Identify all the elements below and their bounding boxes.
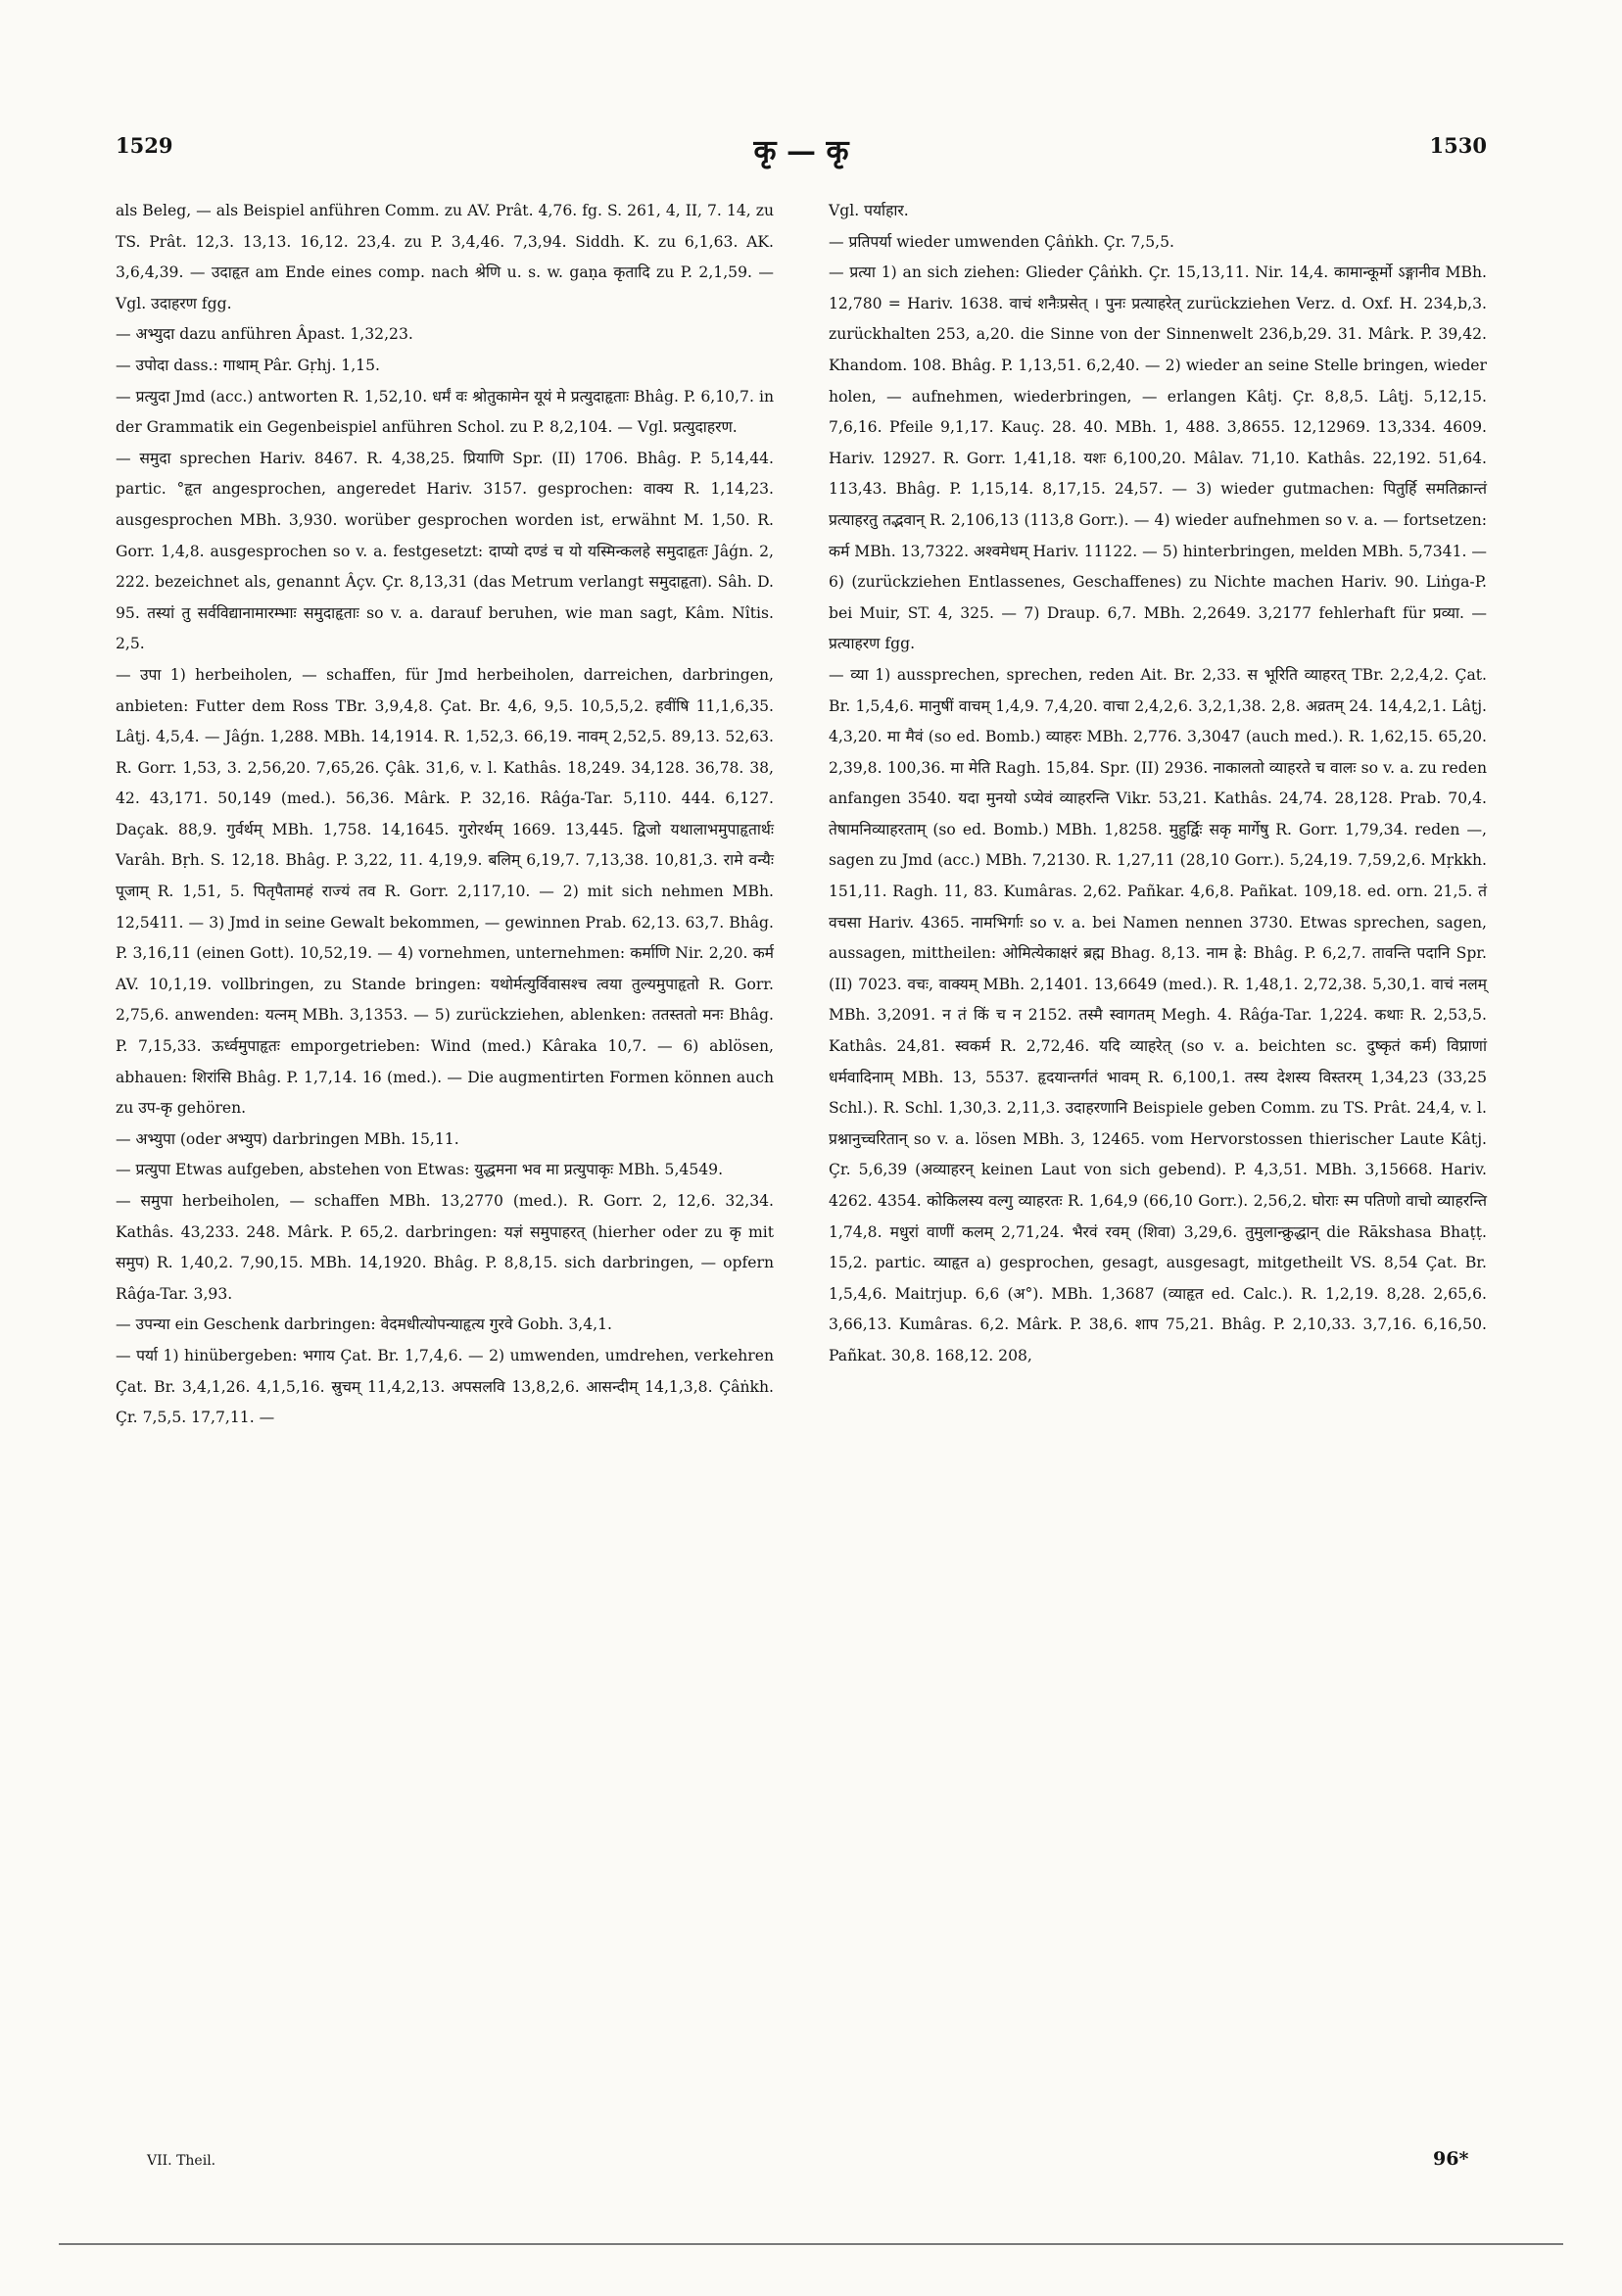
entry-paragraph: — प्रत्या 1) an sich ziehen: Glieder Çâṅkh. Çr. 15,13,11. Nir. 14,4. कामान्कूर्मो ऽङ्गानीव MBh. 12,780 = Hariv. 1638. वाचं शनैःप्रसेत् । पुनः प्रत्याहरेत् zurückziehen Verz. d. Oxf. H. 234,b,3. zurückhalten 253, a,20. die Sinne von der Sinnenwelt 236,b,29. 31. Mârk. P. 39,42. Khandom. 108. Bhâg. P. 1,13,51. 6,2,40. — 2) wieder an seine Stelle bringen, wieder holen, — aufnehmen, wiederbringen, — erlangen Kâtj. Çr. 8,8,5. Lâṭj. 5,12,15. 7,6,16. Pfeile 9,1,17. Kauç. 28. 40. MBh. 1, 488. 3,8655. 12,12969. 13,334. 4609. Hariv. 12927. R. Gorr. 1,41,18. यशः 6,100,20. Mâlav. 71,10. Kathâs. 22,192. 51,64. 113,43. Bhâg. P. 1,15,14. 8,17,15. 24,57. — 3) wieder gutmachen: पितुर्हि समतिक्रान्तं प्रत्याहरतु तद्भवान् R. 2,106,13 (113,8 Gorr.). — 4) wieder aufnehmen so v. a. — fortsetzen: कर्म MBh. 13,7322. अश्वमेधम् Hariv. 11122. — 5) hinterbringen, melden MBh. 5,7341. — 6) (zurückziehen Entlassenes, Geschaffenes) zu Nichte machen Hariv. 90. Liṅga-P. bei Muir, ST. 4, 325. — 7) Draup. 6,7. MBh. 2,2649. 3,2177 fehlerhaft für प्रव्या. — प्रत्याहरण fgg. (829, 263, 1488, 653)
entry-paragraph: Vgl. पर्याहार. (829, 202, 909, 219)
head-word: कृ — कृ (753, 134, 849, 168)
left-column (116, 196, 774, 1434)
page-header (116, 129, 1487, 168)
page-number-left: 1529 (116, 133, 173, 158)
entry-paragraph: — उपा 1) herbeiholen, — schaffen, für Jmd herbeiholen, darreichen, darbringen, anbieten: Futter dem Ross TBr. 3,9,4,8. Çat. Br. 4,6, 9,5. 10,5,5,2. हवींषि 11,1,6,35. Lâṭj. 4,5,4. — Jâǵn. 1,288. MBh. 14,1914. R. 1,52,3. 66,19. नावम् 2,52,5. 89,13. 52,63. R. Gorr. 1,53, 3. 2,56,20. 7,65,26. Çâk. 31,6, v. l. Kathâs. 18,249. 34,128. 36,78. 38, 42. 43,171. 50,149 (med.). 56,36. Mârk. P. 32,16. Râǵa-Tar. 5,110. 444. 6,127. Daçak. 88,9. गुर्वर्थम् MBh. 1,758. 14,1645. गुरोरर्थम् 1669. 13,445. द्विजो यथालाभमुपाहृतार्थः Varâh. Bṛh. S. 12,18. Bhâg. P. 3,22, 11. 4,19,9. बलिम् 6,19,7. 7,13,38. 10,81,3. रामे वन्यैः पूजाम् R. 1,51, 5. पितृपैतामहं राज्यं तव R. Gorr. 2,117,10. — 2) mit sich nehmen MBh. 12,5411. — 3) Jmd in seine Gewalt bekommen, — gewinnen Prab. 62,13. 63,7. Bhâg. P. 3,16,11 (einen Gott). 10,52,19. — 4) vornehmen, unternehmen: कर्माणि Nir. 2,20. कर्म AV. 10,1,19. vollbringen, zu Stande bringen: यथोर्मत्युर्विवासश्च त्वया तुल्यमुपाहृतो R. Gorr. 2,75,6. anwenden: यत्नम् MBh. 3,1353. — 5) zurückziehen, ablenken: ततस्ततो मनः Bhâg. P. 7,15,33. ऊर्ध्वमुपाहृतः emporgetrieben: Wind (med.) Kâraka 10,7. — 6) ablösen, abhauen: शिरांसि Bhâg. P. 1,7,14. 16 (med.). — Die augmentirten Formen können auch zu उप-कृ gehören. (116, 665, 774, 1118)
entry-paragraph: — प्रत्युपा Etwas aufgeben, abstehen von Etwas: युद्धमना भव मा प्रत्युपाकृः MBh. 5,4549. (116, 1161, 724, 1179)
volume-label: VII. Theil. (147, 2153, 216, 2169)
page-number-right: 1530 (1429, 133, 1487, 158)
entry-paragraph: — अभ्युदा dazu anführen Âpast. 1,32,23. (116, 325, 413, 344)
entry-paragraph: — प्रतिपर्या wieder umwenden Çâṅkh. Çr. 7,5,5. (829, 232, 1174, 251)
entry-paragraph: — व्या 1) aussprechen, sprechen, reden Ait. Br. 2,33. स भूरिति व्याहरत् TBr. 2,2,4,2. Çat. Br. 1,5,4,6. मानुषीं वाचम् 1,4,9. 7,4,20. वाचा 2,4,2,6. 3,2,1,38. 2,8. अव्रतम् 24. 14,4,2,1. Lâṭj. 4,3,20. मा मैवं (so ed. Bomb.) व्याहरः MBh. 2,776. 3,3047 (auch med.). R. 1,62,15. 65,20. 2,39,8. 100,36. मा मेति Ragh. 15,84. Spr. (II) 2936. नाकालतो व्याहरते च वालः so v. a. zu reden anfangen 3540. यदा मुनयो ऽप्येवं व्याहरन्ति Vikr. 53,21. Kathâs. 24,74. 28,128. Prab. 70,4. तेषामनिव्याहरताम् (so ed. Bomb.) MBh. 1,8258. मुहुर्द्विः सकृ मार्गेषु R. Gorr. 1,79,34. reden —, sagen zu Jmd (acc.) MBh. 7,2130. R. 1,27,11 (28,10 Gorr.). 5,24,19. 7,59,2,6. Mṛkkh. 151,11. Ragh. 11, 83. Kumâras. 2,62. Pañkar. 4,6,8. Pañkat. 109,18. ed. orn. 21,5. तं वचसा Hariv. 4365. नामभिर्गाः so v. a. bei Namen nennen 3730. Etwas sprechen, sagen, aussagen, mittheilen: ओमित्येकाक्षरं ब्रह्म Bhag. 8,13. नाम ह्रे: Bhâg. P. 6,2,7. तावन्ति पदानि Spr. (II) 7023. वचः, वाक्यम् MBh. 2,1401. 13,6649 (med.). R. 1,48,1. 2,72,38. 5,30,1. वाचं नलम् MBh. 3,2091. न तं किं च न 2152. तस्मै स्वागतम् Megh. 4. Râǵa-Tar. 1,224. कथाः R. 2,53,5. Kathâs. 24,81. स्वकर्म R. 2,72,46. यदि व्याहरेत् (so v. a. beichten sc. दुष्कृतं कर्म) विप्राणां धर्मवादिनाम् MBh. 13, 5537. हृदयान्तर्गतं भावम् R. 6,100,1. तस्य देशस्य विस्तरम् 1,34,23 (33,25 Schl.). R. Schl. 1,30,3. 2,11,3. उदाहरणानि Beispiele geben Comm. zu TS. Prât. 24,4, v. l. प्रश्नानुच्चरितान् so v. a. lösen MBh. 3, 12465. vom Hervorstossen thierischer Laute Kâtj. Çr. 5,6,39 (अव्याहरन् keinen Laut von sich gebend). P. 4,3,51. MBh. 3,15668. Hariv. 4262. 4354. कोकिलस्य वल्गु व्याहरतः R. 1,64,9 (66,10 Gorr.). 2,56,2. घोराः स्म पतिणो वाचो व्याहरन्ति 1,74,8. मधुरां वाणीं कलम् 2,71,24. भैरवं रवम् (शिवा) 3,29,6. तुमुलान्क्रुद्धान् die Rākshasa Bhaṭṭ. 15,2. partic. व्याहृत a) gesprochen, gesagt, ausgesagt, mitgetheilt VS. 8,54 Çat. Br. 1,5,4,6. Maitrjup. 6,6 (अ°). MBh. 1,3687 (व्याहृत ed. Calc.). R. 1,2,19. 8,28. 2,65,6. 3,66,13. Kumâras. 6,2. Mârk. P. 38,6. शाप 75,21. Bhâg. P. 2,10,33. 3,7,16. 6,16,50. Pañkat. 30,8. 168,12. 208, (829, 665, 1487, 1364)
entry-paragraph: — अभ्युपा (oder अभ्युप) darbringen MBh. 15,11. (116, 1129, 459, 1148)
entry-paragraph: als Beleg, — als Beispiel anführen Comm. zu AV. Prât. 4,76. fg. S. 261, 4, II, 7. 14, zu TS. Prât. 12,3. 13,13. 16,12. 23,4. zu P. 3,4,46. 7,3,94. Siddh. K. zu 6,1,63. AK. 3,6,4,39. — उदाहृत am Ende eines comp. nach श्रेणि u. s. w. gaṇa कृतादि zu P. 2,1,59. — Vgl. उदाहरण fgg. (116, 202, 774, 312)
entry-paragraph: — पर्या 1) hinübergeben: भगाय Çat. Br. 1,7,4,6. — 2) umwenden, umdrehen, verkehren Çat. Br. 3,4,1,26. 4,1,5,16. स्रुचम् 11,4,2,13. अपसलवि 13,8,2,6. आसन्दीम् 14,1,3,8. Çâṅkh. Çr. 7,5,5. 17,7,11. — (116, 1346, 774, 1427)
signature-mark: 96* (1433, 2148, 1469, 2170)
entry-paragraph: — उपोदा dass.: गाथाम् Pâr. Gṛhj. 1,15. (116, 356, 380, 374)
entry-paragraph: — उपन्या ein Geschenk darbringen: वेदमधीत्योपन्याहृत्य गुरवे Gobh. 3,4,1. (116, 1315, 612, 1334)
bottom-rule (59, 2243, 1563, 2245)
entry-paragraph: — प्रत्युदा Jmd (acc.) antworten R. 1,52,10. धर्मं वः श्रोतुकामेन यूयं मे प्रत्युदाहृताः Bhâg. P. 6,10,7. in der Grammatik ein Gegenbeispiel anführen Schol. zu P. 8,2,104. — Vgl. प्रत्युदाहरण. (116, 387, 774, 437)
right-column (829, 196, 1487, 1372)
entry-paragraph: — समुपा herbeiholen, — schaffen MBh. 13,2770 (med.). R. Gorr. 2, 12,6. 32,34. Kathâs. 43,233. 248. Mârk. P. 65,2. darbringen: यज्ञं समुपाहरत् (hierher oder zu कृ mit समुप) R. 1,40,2. 7,90,15. MBh. 14,1920. Bhâg. P. 8,8,15. sich darbringen, — opfern Râǵa-Tar. 3,93. (116, 1192, 774, 1303)
entry-paragraph: — समुदा sprechen Hariv. 8467. R. 4,38,25. प्रियाणि Spr. (II) 1706. Bhâg. P. 5,14,44. partic. °हृत angesprochen, angeredet Hariv. 3157. gesprochen: वाक्य R. 1,14,23. ausgesprochen MBh. 3,930. worüber gesprochen worden ist, erwähnt M. 1,50. R. Gorr. 1,4,8. ausgesprochen so v. a. festgesetzt: दाप्यो दण्डं च यो यस्मिन्कलहे समुदाहृतः Jâǵn. 2, 222. bezeichnet als, genannt Âçv. Çr. 8,13,31 (das Metrum verlangt समुदाहृता). Sâh. D. 95. तस्यां तु सर्वविद्यानामारम्भाः समुदाहृताः so v. a. darauf beruhen, wie man sagt, Kâm. Nîtis. 2,5. (116, 449, 774, 653)
